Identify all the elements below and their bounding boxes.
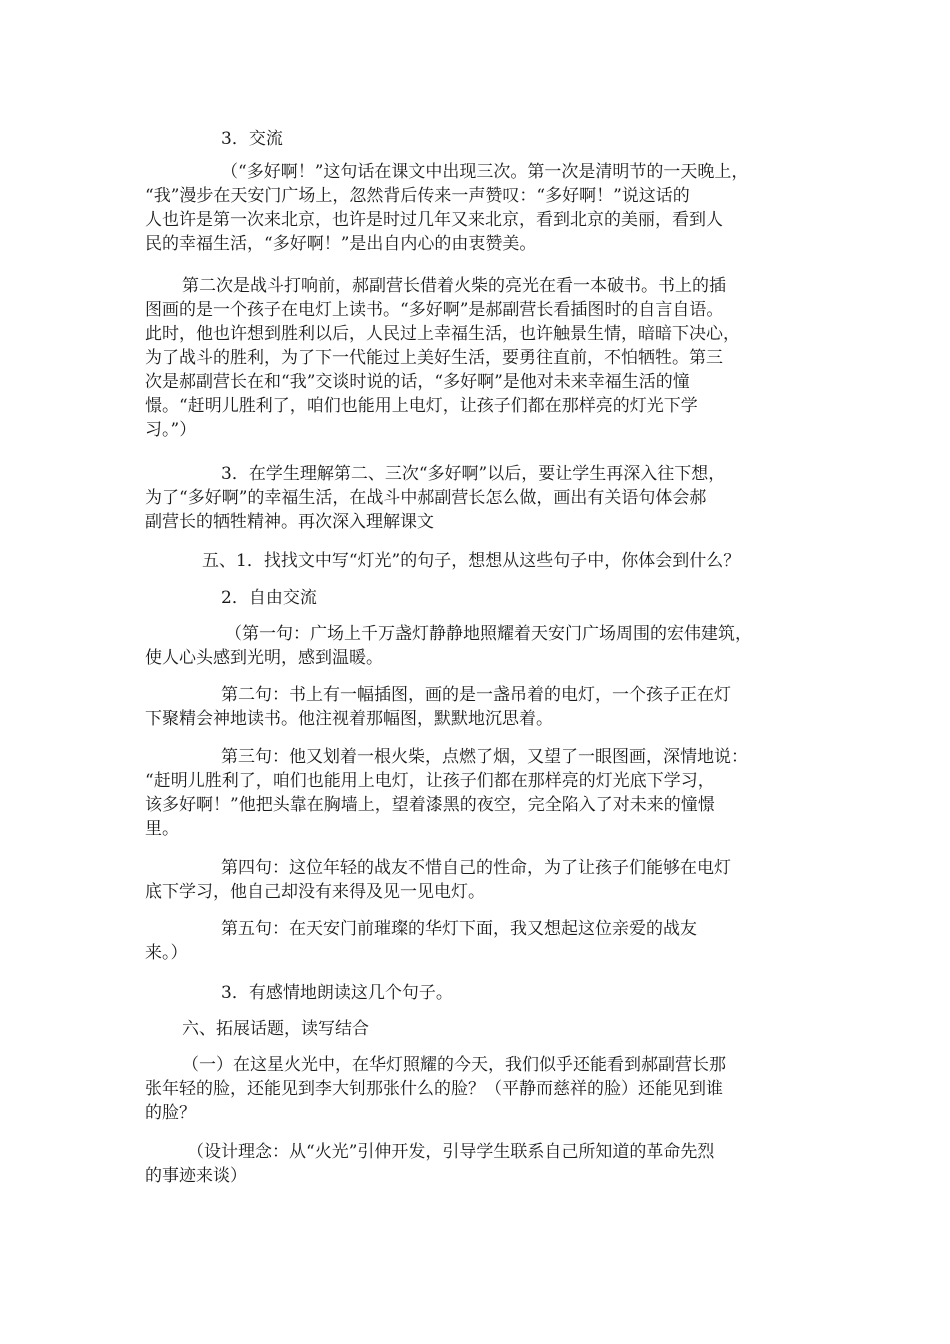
text-line: （设计理念：从“火光”引伸开发，引导学生联系自己所知道的革命先烈 <box>187 1142 715 1162</box>
text-line: 民的幸福生活，“多好啊！”是出自内心的由衷赞美。 <box>145 234 537 254</box>
text-line: 第四句：这位年轻的战友不惜自己的性命，为了让孩子们能够在电灯 <box>221 858 731 878</box>
section-six-heading <box>145 1017 815 1041</box>
text-line: “我”漫步在天安门广场上，忽然背后传来一声赞叹：“多好啊！”说这话的 <box>145 186 690 206</box>
text-line: 来。） <box>145 943 188 963</box>
text-line: 底下学习，他自己却没有来得及见一见电灯。 <box>145 882 485 902</box>
paragraph-deep-understanding <box>145 462 815 534</box>
paragraph-extension-question <box>145 1053 815 1125</box>
text-line: 六、拓展话题，读写结合 <box>182 1019 369 1039</box>
paragraph-second-occurrence <box>145 274 815 442</box>
text-line: （“多好啊！”这句话在课文中出现三次。第一次是清明节的一天晚上， <box>221 162 749 182</box>
paragraph-sentence-five <box>145 917 815 965</box>
text-line: 该多好啊！”他把头靠在胸墙上，望着漆黑的夜空，完全陷入了对未来的憧憬 <box>145 795 715 815</box>
paragraph-first-occurrence <box>145 160 815 256</box>
text-line: 第五句：在天安门前璀璨的华灯下面，我又想起这位亲爱的战友 <box>221 919 697 939</box>
paragraph-sentence-two <box>145 683 815 731</box>
text-line: 人也许是第一次来北京，也许是时过几年又来北京，看到北京的美丽，看到人 <box>145 210 723 230</box>
text-line: 的脸？ <box>145 1103 196 1123</box>
paragraph-exchange-heading <box>145 127 815 151</box>
text-line: 此时，他也许想到胜利以后，人民过上幸福生活，也许触景生情，暗暗下决心， <box>145 324 740 344</box>
paragraph-design-concept <box>145 1140 815 1188</box>
paragraph-sentence-three <box>145 745 815 841</box>
section-five-heading <box>145 549 815 573</box>
text-line: 3．在学生理解第二、三次“多好啊”以后，要让学生再深入往下想， <box>221 464 726 484</box>
text-line: “赶明儿胜利了，咱们也能用上电灯，让孩子们都在那样亮的灯光底下学习， <box>145 771 715 791</box>
paragraph-free-exchange <box>145 586 815 610</box>
text-line: 张年轻的脸，还能见到李大钊那张什么的脸？（平静而慈祥的脸）还能见到谁 <box>145 1079 723 1099</box>
text-line: （第一句：广场上千万盏灯静静地照耀着天安门广场周围的宏伟建筑， <box>225 624 752 644</box>
text-line: 下聚精会神地读书。他注视着那幅图，默默地沉思着。 <box>145 709 553 729</box>
text-line: 第二句：书上有一幅插图，画的是一盏吊着的电灯，一个孩子正在灯 <box>221 685 731 705</box>
text-line: 为了“多好啊”的幸福生活，在战斗中郝副营长怎么做，画出有关语句体会郝 <box>145 488 707 508</box>
text-line: 第二次是战斗打响前，郝副营长借着火柴的亮光在看一本破书。书上的插 <box>182 276 726 296</box>
text-line: （一）在这星火光中，在华灯照耀的今天，我们似乎还能看到郝副营长那 <box>182 1055 726 1075</box>
text-line: 2．自由交流 <box>221 588 317 608</box>
text-line: 五、1．找找文中写“灯光”的句子，想想从这些句子中，你体会到什么？ <box>202 551 741 571</box>
text-line: 3．有感情地朗读这几个句子。 <box>221 983 453 1003</box>
paragraph-sentence-four <box>145 856 815 904</box>
text-line: 习。”） <box>145 420 197 440</box>
text-line: 里。 <box>145 819 179 839</box>
text-line: 次是郝副营长在和“我”交谈时说的话，“多好啊”是他对未来幸福生活的憧 <box>145 372 690 392</box>
text-line: 图画的是一个孩子在电灯上读书。“多好啊”是郝副营长看插图时的自言自语。 <box>145 300 724 320</box>
paragraph-read-aloud <box>145 981 815 1005</box>
text-line: 副营长的牺牲精神。再次深入理解课文 <box>145 512 434 532</box>
text-line: 憬。“赶明儿胜利了，咱们也能用上电灯，让孩子们都在那样亮的灯光下学 <box>145 396 698 416</box>
text-line: 使人心头感到光明，感到温暖。 <box>145 648 383 668</box>
text-line: 为了战斗的胜利，为了下一代能过上美好生活，要勇往直前，不怕牺牲。第三 <box>145 348 723 368</box>
text-line: 第三句：他又划着一根火柴，点燃了烟，又望了一眼图画，深情地说： <box>221 747 748 767</box>
text-line: 3．交流 <box>221 129 283 149</box>
paragraph-sentence-one <box>145 622 815 670</box>
text-line: 的事迹来谈） <box>145 1166 247 1186</box>
